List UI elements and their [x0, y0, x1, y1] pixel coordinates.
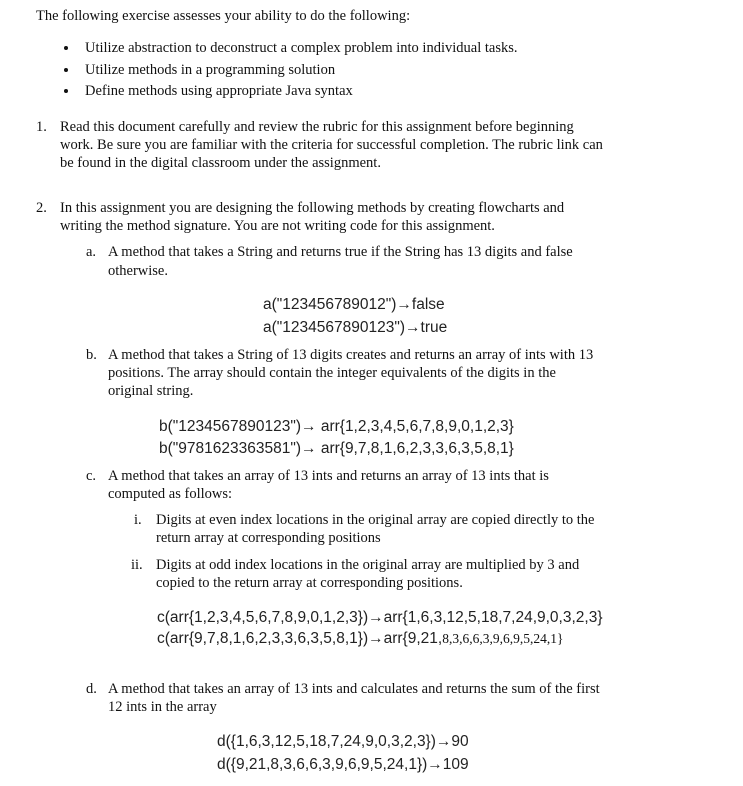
subitem-d-line: A method that takes an array of 13 ints and calculates and returns the sum of the first [108, 681, 600, 697]
subitem-b-line: original string. [108, 383, 194, 399]
subitem-c-ii-line: Digits at odd index locations in the original array are multiplied by 3 and [156, 557, 580, 573]
subitem-label: c. [86, 468, 97, 484]
example-c-2-lead: c(arr{9,7,8,1,6,2,3,3,6,3,5,8,1})→arr{9,21, [157, 630, 443, 647]
item-2-line: writing the method signature. You are not writing code for this assignment. [60, 218, 495, 234]
example-b-2: b("9781623363581")→ arr{9,7,8,1,6,2,3,3,6,3,5,8,1} [159, 440, 514, 457]
example-d-2: d({9,21,8,3,6,6,3,9,6,9,5,24,1})→109 [217, 756, 469, 773]
subitem-d-line: 12 ints in the array [108, 699, 217, 715]
bullet-icon [64, 89, 68, 93]
subitem-c-line: A method that takes an array of 13 ints and returns an array of 13 ints that is [108, 468, 549, 484]
example-b-1: b("1234567890123")→ arr{1,2,3,4,5,6,7,8,9,0,1,2,3} [159, 418, 514, 435]
objective-item: Utilize abstraction to deconstruct a complex problem into individual tasks. [85, 40, 518, 56]
item-2-line: In this assignment you are designing the following methods by creating flowcharts and [60, 200, 565, 216]
subitem-label: i. [134, 512, 142, 528]
bullet-icon [64, 46, 68, 50]
item-1-line: Read this document carefully and review the rubric for this assignment before beginning [60, 119, 574, 135]
subitem-a-line: otherwise. [108, 263, 168, 279]
subitem-c-i-line: return array at corresponding positions [156, 530, 381, 546]
subitem-label: a. [86, 244, 97, 260]
subitem-c-i-line: Digits at even index locations in the original array are copied directly to the [156, 512, 595, 528]
example-a-1: a("123456789012")→false [263, 296, 445, 313]
subitem-label: d. [86, 681, 97, 697]
example-d-1: d({1,6,3,12,5,18,7,24,9,0,3,2,3})→90 [217, 733, 469, 750]
example-c-1: c(arr{1,2,3,4,5,6,7,8,9,0,1,2,3})→arr{1,6,3,12,5,18,7,24,9,0,3,2,3} [157, 609, 603, 626]
example-a-2: a("1234567890123")→true [263, 319, 448, 336]
item-1-line: be found in the digital classroom under the assignment. [60, 155, 381, 171]
subitem-b-line: positions. The array should contain the integer equivalents of the digits in the [108, 365, 556, 381]
subitem-b-line: A method that takes a String of 13 digits creates and returns an array of ints with 13 [108, 347, 594, 363]
subitem-c-line: computed as follows: [108, 486, 233, 502]
intro-text: The following exercise assesses your ability to do the following: [36, 8, 411, 24]
subitem-a-line: A method that takes a String and returns true if the String has 13 digits and false [108, 244, 573, 260]
item-1-line: work. Be sure you are familiar with the criteria for successful completion. The rubric link can [60, 137, 603, 153]
item-number: 1. [36, 119, 47, 135]
example-c-2-tail: 8,3,6,6,3,9,6,9,5,24,1} [442, 631, 564, 646]
subitem-c-ii-line: copied to the return array at corresponding positions. [156, 575, 463, 591]
subitem-label: b. [86, 347, 97, 363]
example-c-2 [157, 630, 563, 648]
bullet-icon [64, 68, 68, 72]
item-number: 2. [36, 200, 47, 216]
objective-item: Define methods using appropriate Java syntax [85, 83, 353, 99]
objective-item: Utilize methods in a programming solution [85, 62, 336, 78]
subitem-label: ii. [131, 557, 143, 573]
